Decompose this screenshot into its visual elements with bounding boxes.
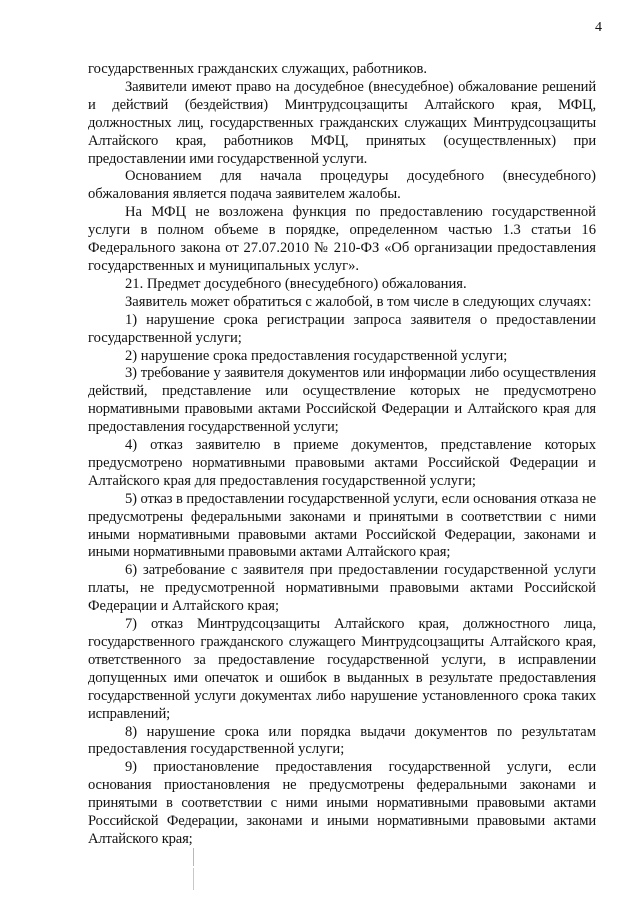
list-item-3: 3) требование у заявителя документов или информации либо осуществления действий, представление или осуществление которых не предусмотрено нормативными правовыми актами Российской Федерации и Алтайского края для предоставления государственной услуги; [88,365,596,436]
list-item-2: 2) нарушение срока предоставления государственной услуги; [125,347,508,364]
paragraph-continuation: государственных гражданских служащих, работников. [88,61,428,77]
paragraph-right-to-appeal: Заявители имеют право на досудебное (внесудебное) обжалование решений и действий (бездействия) Минтрудсоцзащиты Алтайского края, МФЦ, должностных лиц, государственных гражданских служащих Минтрудсоцзащиты Алтайского края, работников МФЦ, принятых (осуществленных) при предоставлении ими государственной услуги. [88,78,596,167]
list-item-7: 7) отказ Минтрудсоцзащиты Алтайского края, должностного лица, государственного гражданского служащего Минтрудсоцзащиты Алтайского края, ответственного за предоставление государственной услуги, в исправлении допущенных ими опечаток и ошибок в выданных в результате предоставления государственной услуги документах либо нарушение установленного срока таких исправлений; [88,616,596,722]
list-item-1: 1) нарушение срока регистрации запроса заявителя о предоставлении государственной услуги; [88,311,596,346]
section-heading-21: 21. Предмет досудебного (внесудебного) обжалования. [125,275,467,292]
list-item-9: 9) приостановление предоставления государственной услуги, если основания приостановления не предусмотрены федеральными законами и принятыми в соответствии с ними иными нормативными правовыми актами Российской Федерации, законами и иными нормативными правовыми актами Алтайского края; [88,759,596,847]
document-body [88,61,596,849]
list-item-4: 4) отказ заявителю в приеме документов, представление которых предусмотрено нормативными правовыми актами Российской Федерации и Алтайского края для предоставления государственной услуги; [88,437,596,489]
list-item-6: 6) затребование с заявителя при предоставлении государственной услуги платы, не предусмотренной нормативными правовыми актами Российской Федерации и Алтайского края; [88,562,596,615]
page-number: 4 [595,20,602,35]
scan-artifact-line-lower [193,868,194,890]
paragraph-grounds: Основанием для начала процедуры досудебного (внесудебного) обжалования является подача заявителем жалобы. [88,168,596,203]
list-item-8: 8) нарушение срока или порядка выдачи документов по результатам предоставления государственной услуги; [88,723,596,758]
paragraph-mfc-function: На МФЦ не возложена функция по предоставлению государственной услуги в полном объеме в порядке, определенном частью 1.3 статьи 16 Федерального закона от 27.07.2010 № 210-ФЗ «Об организации предоставления государственных и муниципальных услуг». [88,204,596,274]
paragraph-cases-intro: Заявитель может обратиться с жалобой, в том числе в следующих случаях: [125,293,592,310]
list-item-5: 5) отказ в предоставлении государственной услуги, если основания отказа не предусмотрены федеральными законами и принятыми в соответствии с ними иными нормативными правовыми актами Российской Федерации, законами и иными нормативными правовыми актами Алтайского края; [88,490,596,561]
scan-artifact-line [193,848,194,866]
